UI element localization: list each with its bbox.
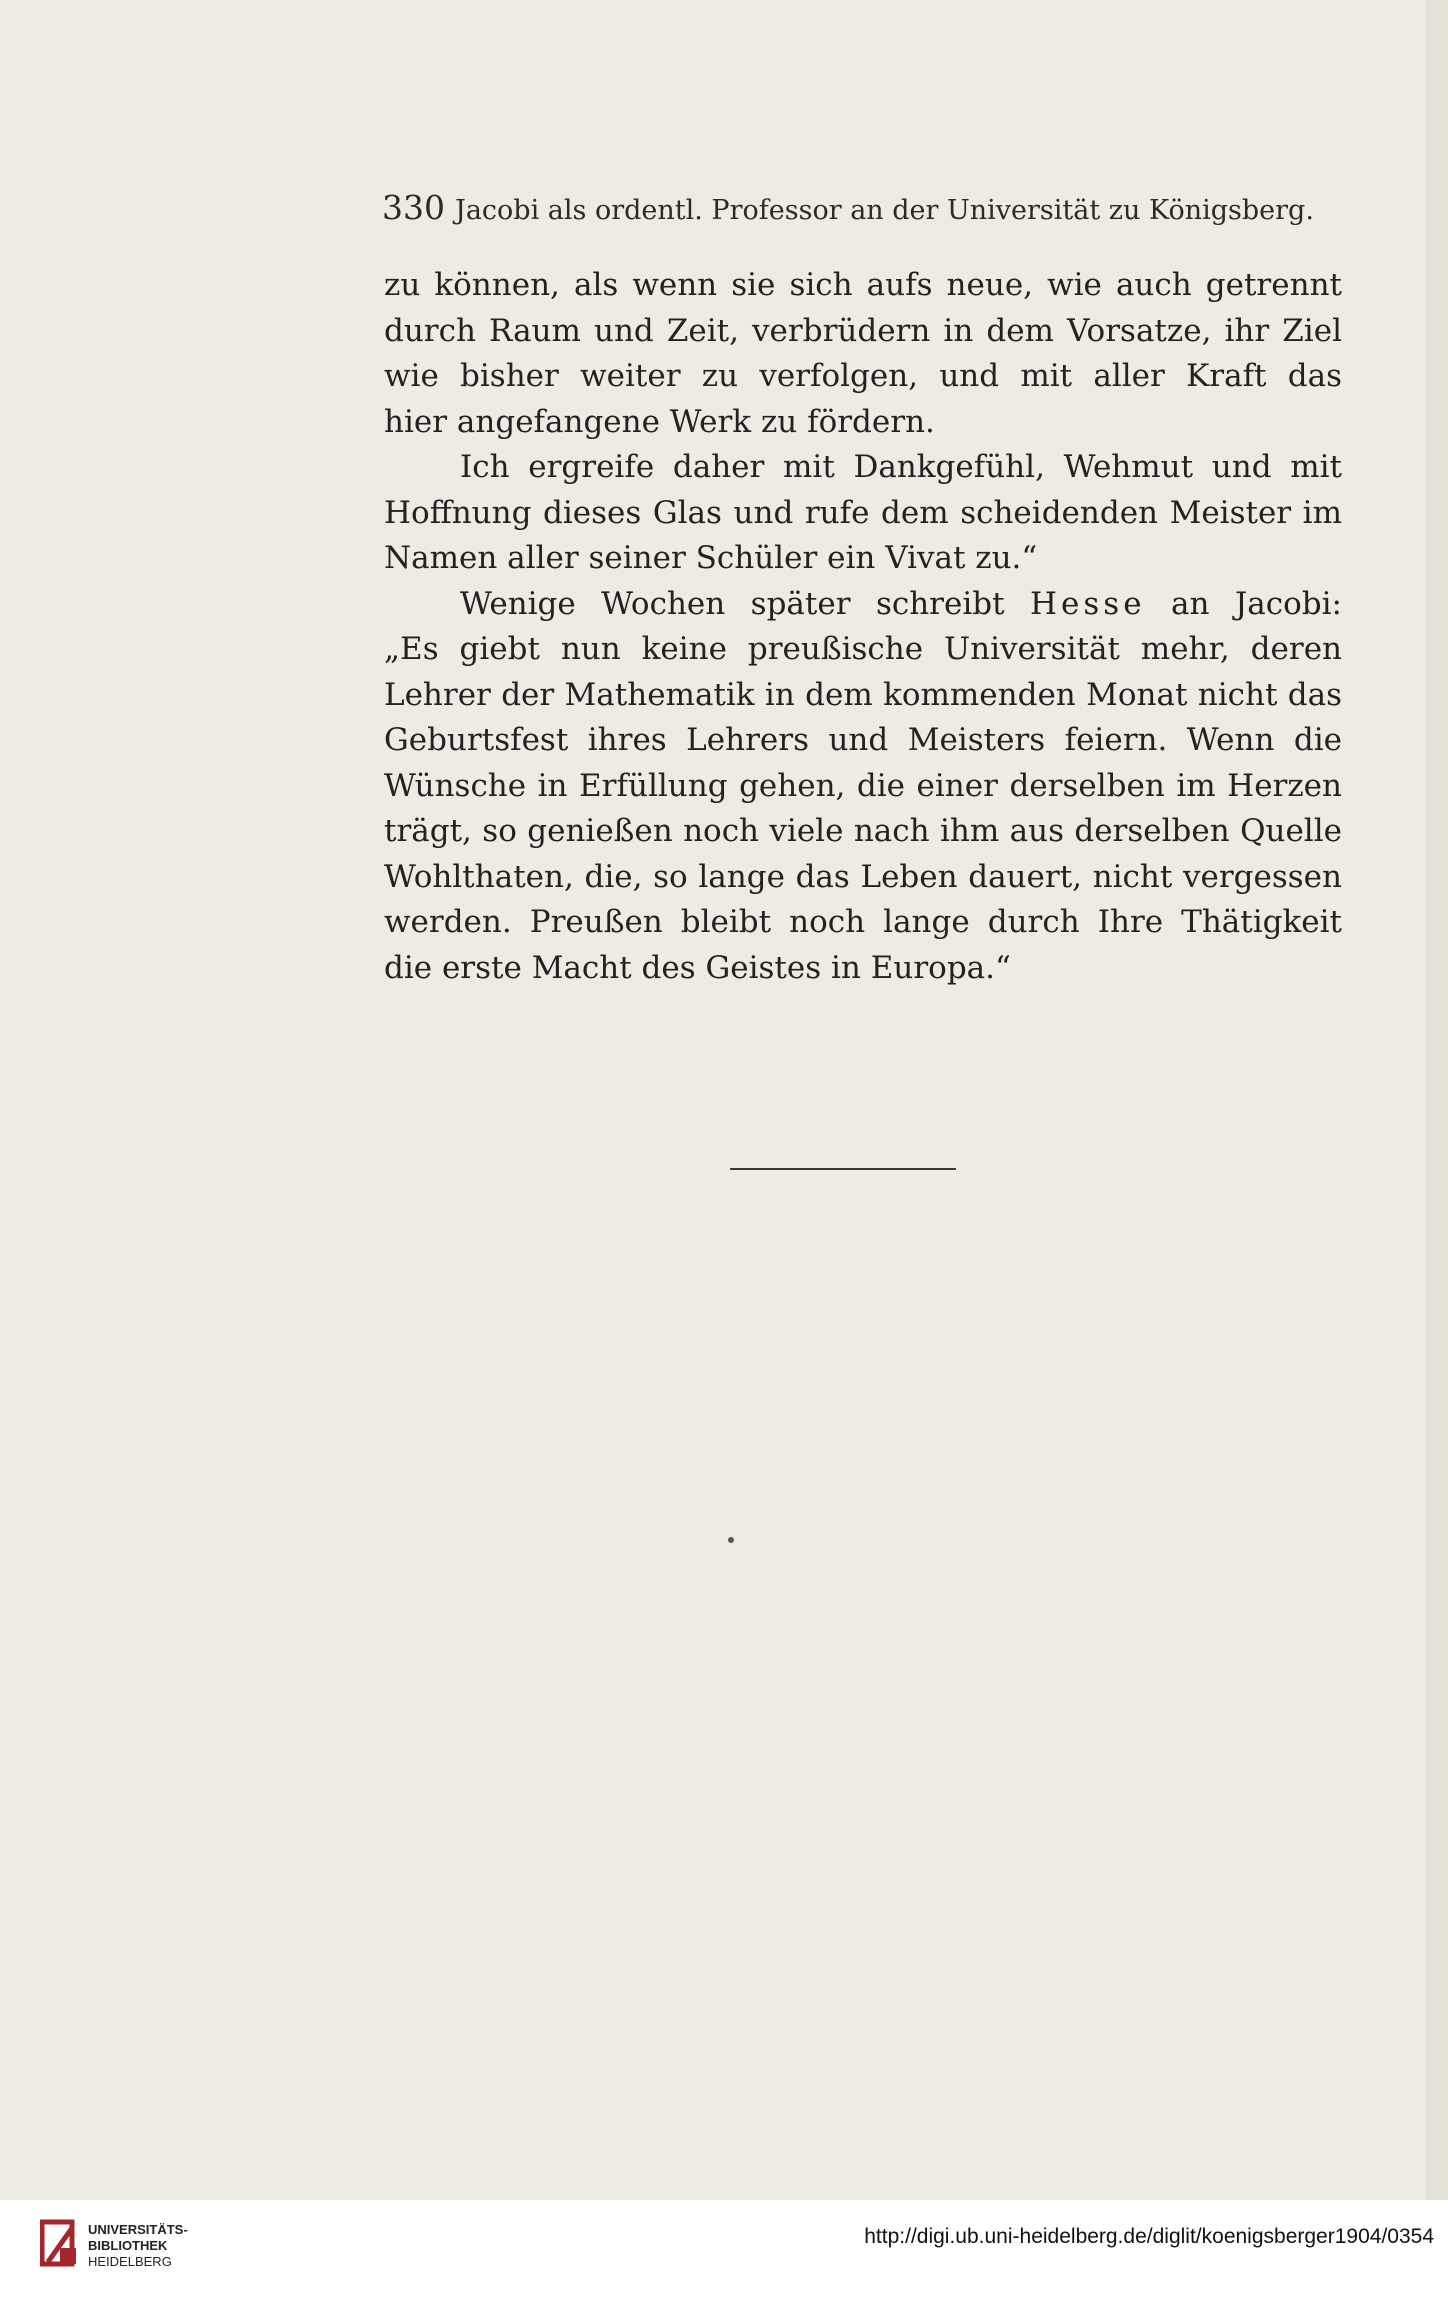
text-line: „Es giebt nun keine preußische Universität mehr, deren [384,631,1342,667]
running-title: Jacobi als ordentl. Professor an der Universität zu Königsberg. [455,195,1314,226]
library-name-line1: UNIVERSITÄTS- [88,2222,188,2237]
library-logo-icon [40,2218,80,2270]
text-line [384,582,1342,628]
text-line: Namen aller seiner Schüler ein Vivat zu.“ [384,540,1038,576]
page-edge [1426,0,1448,2200]
text-line: Hoffnung dieses Glas und rufe dem scheidenden Meister im [384,494,1342,531]
text-line: trägt, so genießen noch viele nach ihm aus derselben Quelle [384,813,1342,849]
library-name [88,2222,188,2270]
text-line: wie bisher weiter zu verfolgen, und mit aller Kraft das [384,358,1342,394]
permalink-url[interactable]: http://digi.ub.uni-heidelberg.de/diglit/koenigsberger1904/0354 [864,2225,1434,2248]
text-line: werden. Preußen bleibt noch lange durch Ihre Thätigkeit [384,904,1342,940]
text-line: Ich ergreife daher mit Dankgefühl, Wehmut und mit [460,449,1342,485]
text-line: hier angefangene Werk zu fördern. [384,403,935,440]
text-segment: Wenige Wochen später schreibt [460,585,1005,622]
section-rule [730,1168,956,1170]
spaced-name-hesse: Hesse [1030,585,1146,622]
text-line: die erste Macht des Geistes in Europa.“ [384,949,1011,986]
library-name-line2: BIBLIOTHEK [88,2238,168,2253]
text-line: Lehrer der Mathematik in dem kommenden Monat nicht das [384,676,1342,713]
text-line: zu können, als wenn sie sich aufs neue, wie auch getrennt [384,267,1342,303]
running-header [382,188,1344,227]
ink-dot [728,1537,734,1543]
text-segment: an Jacobi: [1170,585,1342,622]
viewer-footer [0,2200,1448,2312]
library-name-line3: HEIDELBERG [88,2254,172,2269]
text-line: Wünsche in Erfüllung gehen, die einer derselben im Herzen [384,767,1342,804]
page-number: 330 [382,188,445,227]
text-line: Wohlthaten, die, so lange das Leben dauert, nicht vergessen [384,858,1342,895]
text-line: durch Raum und Zeit, verbrüdern in dem Vorsatze, ihr Ziel [384,312,1342,349]
text-line: Geburtsfest ihres Lehrers und Meisters feiern. Wenn die [384,722,1342,758]
body-text [384,263,1342,991]
